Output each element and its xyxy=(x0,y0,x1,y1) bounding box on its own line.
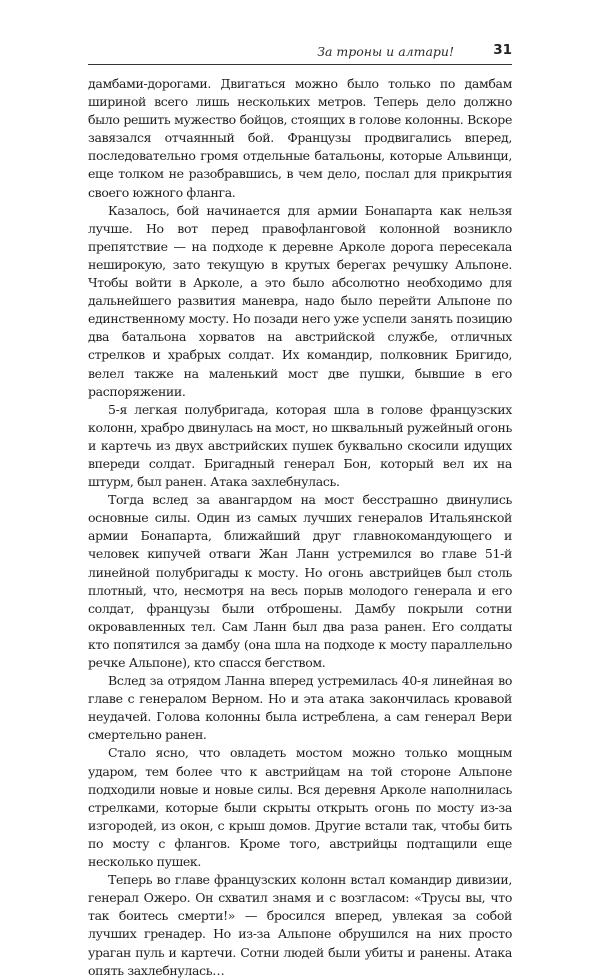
page-number: 31 xyxy=(493,42,512,58)
paragraph: Стало ясно, что овладеть мостом можно только мощным ударом, тем более что к австрийцам на той стороне Альпоне подходили новые и новые силы. Вся деревня Арколе наполнилась стрелками, которые были скрыты открыть огонь по мосту из-за изгородей, из окон, с крыш домов. Другие встали так, чтобы бить по мосту с флангов. Кроме того, австрийцы подтащили еще несколько пушек. xyxy=(88,745,512,870)
paragraph: Казалось, бой начинается для армии Бонапарта как нельзя лучше. Но вот перед правофланговой колонной возникло препятствие — на подходе к деревне Арколе дорога пересекала неширокую, зато текущую в крутых берегах речушку Альпоне. Чтобы войти в Арколе, а это было абсолютно необходимо для дальнейшего развития маневра, надо было перейти Альпоне по единственному мосту. Но позади него уже успели занять позицию два батальона хорватов на австрийской службе, отличных стрелков и храбрых солдат. Их командир, полковник Бригидо, велел также на маленький мост две пушки, бывшие в его распоряжении. xyxy=(88,202,512,399)
running-head xyxy=(88,42,512,62)
running-title: За троны и алтари! xyxy=(317,44,454,59)
header-rule xyxy=(88,64,512,65)
paragraph: дамбами-дорогами. Двигаться можно было только по дамбам шириной всего лишь нескольких метров. Теперь дело должно было решить мужество бойцов, стоящих в голове колонны. Вскоре завязался отчаянный бой. Французы продвигались вперед, последовательно громя отдельные батальоны, которые Альвинци, еще толком не разобравшись, в чем дело, послал для прикрытия своего южного фланга. xyxy=(88,76,512,200)
paragraph: Теперь во главе французских колонн встал командир дивизии, генерал Ожеро. Он схватил знамя и с возгласом: «Трусы вы, что так боитесь смерти!» — бросился вперед, увлекая за собой лучших гренадер. Но из-за Альпоне обрушился на них просто ураган пуль и картечи. Сотни людей были убиты и ранены. Атака опять захлебнулась… xyxy=(88,872,512,978)
paragraph: Вслед за отрядом Ланна вперед устремилась 40-я линейная во главе с генералом Верном. Но и эта атака закончилась кровавой неудачей. Голова колонны была истреблена, а сам генерал Вери смертельно ранен. xyxy=(88,673,512,743)
paragraph: Тогда вслед за авангардом на мост бесстрашно двинулись основные силы. Один из самых лучших генералов Итальянской армии Бонапарта, ближайший друг главнокомандующего и человек кипучей отваги Жан Ланн устремился во главе 51-й линейной полубригады к мосту. Но огонь австрийцев был столь плотный, что, несмотря на весь порыв молодого генерала и его солдат, французы были отброшены. Дамбу покрыли сотни окровавленных тел. Сам Ланн был два раза ранен. Его солдаты кто попятился за дамбу (она шла на подходе к мосту параллельно речке Альпоне), кто спасся бегством. xyxy=(88,492,512,670)
paragraph: 5-я легкая полубригада, которая шла в голове французских колонн, храбро двинулась на мост, но шквальный ружейный огонь и картечь из двух австрийских пушек буквально скосили идущих впереди солдат. Бригадный генерал Бон, который вел их на штурм, был ранен. Атака захлебнулась. xyxy=(88,401,512,490)
body-text xyxy=(88,75,512,980)
